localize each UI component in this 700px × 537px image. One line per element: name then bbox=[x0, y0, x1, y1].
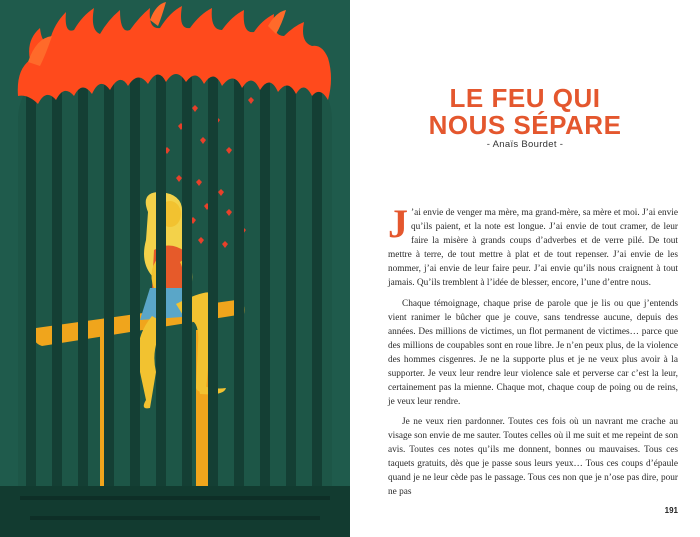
article-author: - Anaïs Bourdet - bbox=[486, 139, 564, 150]
article-title-line1: LE FEU QUI bbox=[449, 83, 601, 113]
drop-cap: J bbox=[388, 201, 408, 246]
text-page bbox=[350, 0, 700, 537]
paragraph-2: Chaque témoignage, chaque prise de parole que je lis ou que j’entends vient ranimer le bûcher que je couve, sans tendresse aucune, depuis des années. Des millions de victimes, un flot permanent de victimes… parce que des millions de coupables sont en roue libre. Je n’en peux plus, de la violence des hommes cisgenres. Je ne la supporte plus et je ne veux plus avoir à la supporter. Je veux leur rendre leur violence sale et perverse car c’est la leur, certainement pas la mienne. Chaque mot, chaque coup de poing ou de reins, je veux leur rendre. bbox=[388, 299, 678, 407]
paragraph-1-text: ’ai envie de venger ma mère, ma grand-mère, sa mère et moi. J’ai envie qu’ils paient, et la note est longue. J’ai envie de tout cramer, de leur faire la misère à grands coups d’adverbes et de verre pilé. De tout mettre à terre, de tout mettre à plat et de tout repenser. J’ai envie de les nommer, j’ai envie de leur faire peur. J’ai envie qu’ils nous craignent à tout jamais. Qu’ils tremblent à l’idée de blesser, encore, l’une d’entre nous. bbox=[388, 208, 678, 288]
paragraph-1 bbox=[388, 201, 678, 290]
paragraph-3: Je ne veux rien pardonner. Toutes ces fois où un navrant me crache au visage son envie de me sauter. Toutes celles où il me suit et me repeint de son avis. Toutes ces notes qu’ils me donnent, bonnes ou mauvaises. Tous ces taquets gratuits, dès que je passe sous leurs yeux… Tous ces coups d’épaule quand je ne leur cède pas le passage. Tous ces non que je n’ose pas dire, pour ne pas bbox=[388, 417, 678, 497]
cage-base bbox=[0, 486, 350, 537]
page-number: 191 bbox=[664, 506, 678, 515]
article-title-line2: NOUS SÉPARE bbox=[428, 110, 622, 140]
